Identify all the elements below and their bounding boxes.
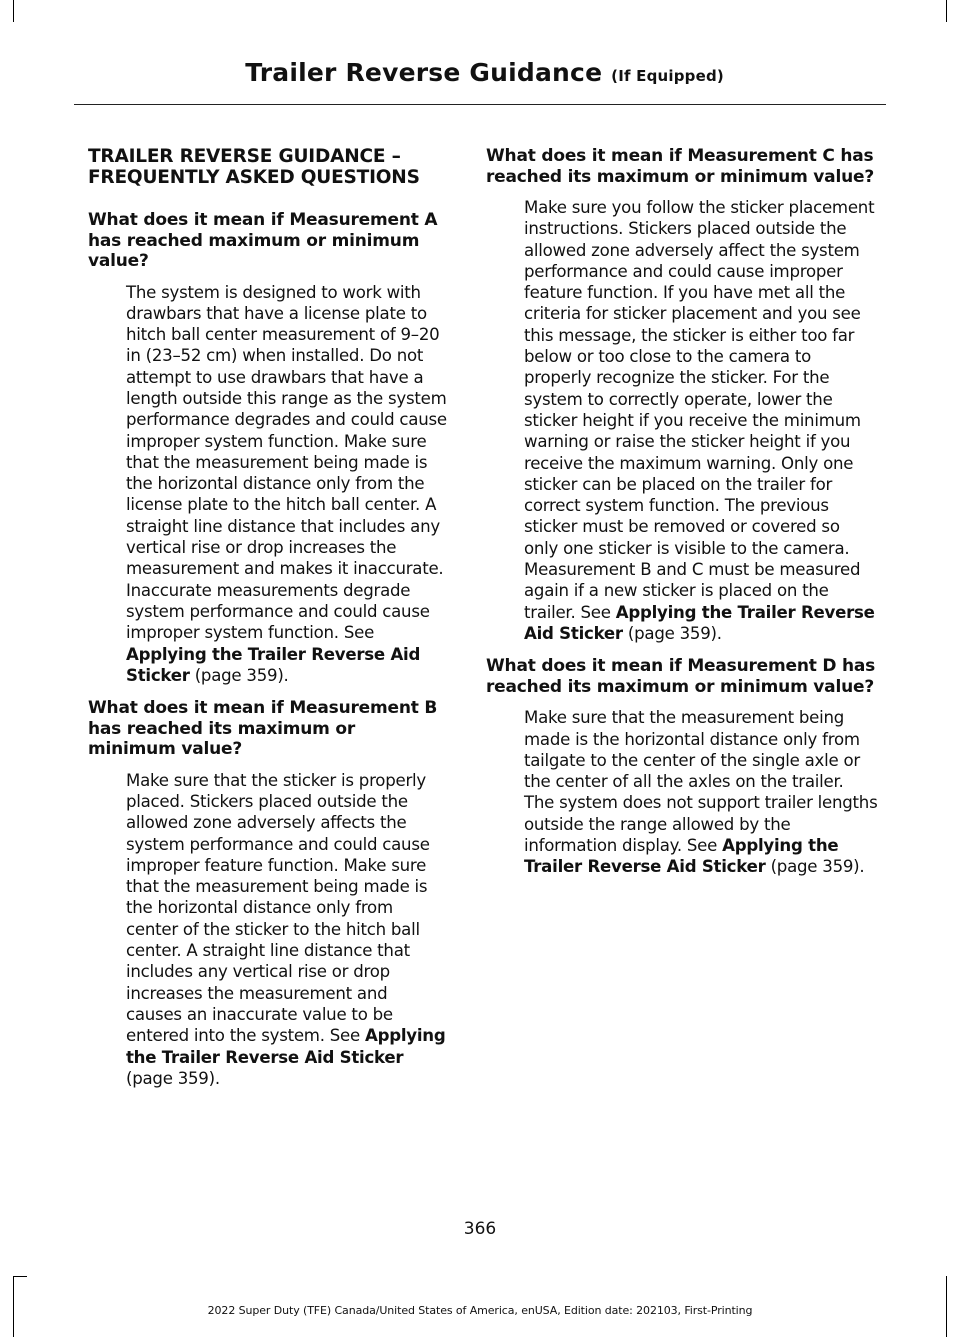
- header-title-text: Trailer Reverse Guidance: [245, 58, 603, 87]
- faq-question: What does it mean if Measurement C has reached its maximum or minimum value?: [486, 146, 874, 187]
- cross-reference-link[interactable]: Applying the Trailer Reverse Aid Sticker: [524, 602, 875, 643]
- faq-answer: [524, 707, 878, 877]
- faq-item-a: [88, 210, 448, 686]
- faq-answer: [126, 770, 448, 1089]
- page-reference: (page 359).: [622, 623, 722, 643]
- cross-reference-link[interactable]: Applying the Trailer Reverse Aid Sticker: [126, 1026, 446, 1067]
- faq-item-d: [486, 656, 878, 877]
- page-reference: (page 359).: [765, 857, 865, 877]
- page-reference: (page 359).: [189, 665, 289, 685]
- faq-question: What does it mean if Measurement D has reached its maximum or minimum value?: [486, 656, 876, 697]
- crop-mark-top-left-v: [13, 0, 14, 22]
- cross-reference-link[interactable]: Applying the Trailer Reverse Aid Sticker: [524, 836, 839, 877]
- faq-question: What does it mean if Measurement A has reached maximum or minimum value?: [88, 210, 438, 271]
- faq-answer: [524, 197, 878, 644]
- section-title: TRAILER REVERSE GUIDANCE – FREQUENTLY ASKED QUESTIONS: [88, 146, 420, 188]
- page-header-title: [245, 58, 724, 87]
- page-reference: (page 359).: [126, 1068, 220, 1088]
- right-column: [486, 146, 878, 890]
- left-column: [88, 146, 448, 1101]
- header-divider: [74, 104, 886, 105]
- faq-answer-text: Make sure that the sticker is properly placed. Stickers placed outside the allowed zone adversely affects the system performance and could cause improper feature function. Make sure that the measurement being made is the horizontal distance only from center of the sticker to the hitch ball center. A straight line distance that includes any vertical rise or drop increases the measurement and causes an inaccurate value to be entered into the system. See: [126, 770, 430, 1046]
- cross-reference-link[interactable]: Applying the Trailer Reverse Aid Sticker: [126, 644, 421, 685]
- page-footer: 2022 Super Duty (TFE) Canada/United States of America, enUSA, Edition date: 202103, First-Printing: [207, 1304, 753, 1317]
- faq-answer: [126, 282, 448, 687]
- crop-mark-top-right-v: [946, 0, 947, 22]
- page-number: 366: [463, 1219, 497, 1239]
- header-qualifier: (If Equipped): [611, 67, 724, 85]
- faq-answer-text: Make sure that the measurement being made is the horizontal distance only from tailgate to the center of the single axle or the center of all the axles on the trailer. The system does not support trailer lengths outside the range allowed by the information display. See: [524, 708, 878, 856]
- faq-item-c: [486, 146, 878, 644]
- faq-answer-text: Make sure you follow the sticker placement instructions. Stickers placed outside the allowed zone adversely affect the system performance and could cause improper feature function. If you have met all the criteria for sticker placement and you see this message, the sticker is either too far below or too close to the camera to properly recognize the sticker. For the system to correctly operate, lower the sticker height if you receive the minimum warning or raise the sticker height if you receive the maximum warning. Only one sticker can be placed on the trailer for correct system function. The previous sticker must be removed or covered so only one sticker is visible to the camera. Measurement B and C must be measured again if a new sticker is placed on the trailer. See: [524, 198, 875, 622]
- faq-answer-text: The system is designed to work with drawbars that have a license plate to hitch ball center measurement of 9–20 in (23–52 cm) when installed. Do not attempt to use drawbars that have a length outside this range as the system performance degrades and could cause improper system function. Make sure that the measurement being made is the horizontal distance only from the license plate to the hitch ball center. A straight line distance that includes any vertical rise or drop increases the measurement and makes it inaccurate. Inaccurate measurements degrade system performance and could cause improper system function. See: [126, 282, 447, 643]
- crop-mark: [0, 0, 960, 1]
- faq-question: What does it mean if Measurement B has reached its maximum or minimum value?: [88, 698, 438, 760]
- crop-mark-bottom-left-h: [13, 1276, 27, 1277]
- faq-item-b: [88, 698, 448, 1089]
